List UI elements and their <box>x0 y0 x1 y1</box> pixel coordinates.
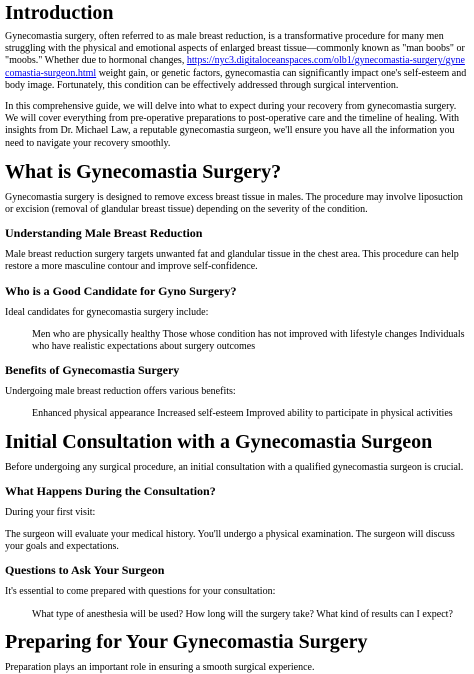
what-heading: What is Gynecomastia Surgery? <box>5 160 282 183</box>
questions-heading: Questions to Ask Your Surgeon <box>5 563 165 578</box>
happens-paragraph-1: During your first visit: <box>5 506 96 518</box>
happens-paragraph-2: The surgeon will evaluate your medical history. You'll undergo a physical examination. The surgeon will discuss your goals and expectations. <box>5 529 455 553</box>
questions-paragraph: It's essential to come prepared with questions for your consultation: <box>5 586 276 598</box>
consult-heading: Initial Consultation with a Gynecomastia Surgeon <box>5 430 433 453</box>
preparing-heading: Preparing for Your Gynecomastia Surgery <box>5 630 368 653</box>
intro-paragraph-1 <box>5 31 468 92</box>
benefits-heading: Benefits of Gynecomastia Surgery <box>5 363 180 378</box>
surgeon-link[interactable]: https://nyc3.digitaloceanspaces.com/olb1/gynecomastia-surgery/gynecomastia-surgeon.html <box>5 55 465 79</box>
understanding-paragraph: Male breast reduction surgery targets unwanted fat and glandular tissue in the chest area. This procedure can help restore a more masculine contour and improve self-confidence. <box>5 249 459 273</box>
understanding-heading: Understanding Male Breast Reduction <box>5 226 203 241</box>
what-paragraph: Gynecomastia surgery is designed to remove excess breast tissue in males. The procedure may involve liposuction or excision (removal of glandular breast tissue) depending on the severity of the condition. <box>5 191 463 216</box>
candidate-paragraph: Ideal candidates for gynecomastia surgery include: <box>5 306 209 318</box>
document-page <box>0 1 474 674</box>
candidate-list: Men who are physically healthy Those whose condition has not improved with lifestyle changes Individuals who have realistic expectations about surgery outcomes <box>32 328 465 353</box>
questions-list: What type of anesthesia will be used? How long will the surgery take? What kind of results can I expect? <box>32 608 453 620</box>
intro-paragraph-2: In this comprehensive guide, we will delve into what to expect during your recovery from gynecomastia surgery. We will cover everything from pre-operative preparations to post-operative care and the timeline of healing. With insights from Dr. Michael Law, a reputable gynecomastia surgeon, we'll ensure you have all the information you need to navigate your recovery smoothly. <box>5 101 459 149</box>
benefits-paragraph: Undergoing male breast reduction offers various benefits: <box>5 386 236 398</box>
preparing-paragraph: Preparation plays an important role in ensuring a smooth surgical experience. <box>5 661 315 673</box>
intro-text-b: weight gain, or genetic factors, gynecomastia can significantly impact one's self-esteem and body image. Fortunately, this condition can be effectively addressed through surgical intervention. <box>5 67 467 91</box>
intro-text-a: Gynecomastia surgery, often referred to as male breast reduction, is a transformative procedure for many men struggling with the physical and emotional aspects of enlarged breast tissue—commonly known as "man boobs" or "moobs." Whether due to hormonal changes, <box>5 31 465 67</box>
happens-heading: What Happens During the Consultation? <box>5 483 216 498</box>
consult-paragraph: Before undergoing any surgical procedure, an initial consultation with a qualified gynecomastia surgeon is crucial. <box>5 461 464 473</box>
candidate-heading: Who is a Good Candidate for Gyno Surgery? <box>5 283 237 298</box>
intro-heading: Introduction <box>5 2 114 24</box>
benefits-list: Enhanced physical appearance Increased self-esteem Improved ability to participate in physical activities <box>32 408 453 420</box>
